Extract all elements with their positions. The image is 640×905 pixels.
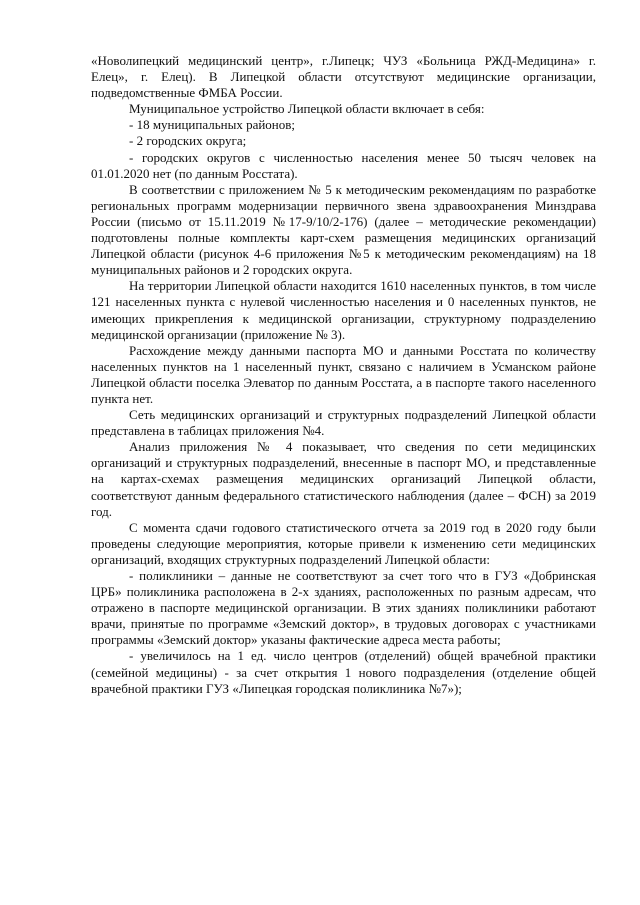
list-item-general-practice: - увеличилось на 1 ед. число центров (отделений) общей врачебной практики (семейной медицины) - за счет открытия 1 нового подразделения (отделение общей врачебной практики ГУЗ «Липецкая городская поликлиника №7»); [91,648,596,696]
paragraph-municipal-structure: Муниципальное устройство Липецкой области включает в себя: [129,101,485,117]
paragraph-changes-intro: С момента сдачи годового статистического отчета за 2019 год в 2020 году были проведены следующие мероприятия, которые привели к изменению сети медицинских организаций, входящих структурных подразделений Липецкой области: [91,519,596,567]
list-item-polyclinics: - поликлиники – данные не соответствуют за счет того что в ГУЗ «Добринская ЦРБ» поликлиника расположена в 2-х зданиях, расположенных по разным адресам, что отражено в паспорте медицинской организации. В этих зданиях поликлиники работают врачи, принятые по программе «Земский доктор», в трудовых договорах с участниками программы «Земский доктор» указаны фактические адреса места работы; [91,568,596,648]
paragraph-settlements: На территории Липецкой области находится 1610 населенных пунктов, в том числе 121 населенных пункта с нулевой численностью населения и 0 населенных пунктов, не имеющих прикрепления к медицинской организации, структурному подразделению медицинской организации (приложение № 3). [91,278,596,342]
paragraph-methodical-recommendations: В соответствии с приложением № 5 к методическим рекомендациям по разработке региональных программ модернизации первичного звена здравоохранения Минздрава России (письмо от 15.11.2019 №17-9/10/2-176) (далее – методические рекомендации) подготовлены полные комплекты карт-схем размещения медицинских организаций Липецкой области (рисунок 4-6 приложения №5 к методическим рекомендациям) на 18 муниципальных районов и 2 городских округа. [91,181,596,278]
paragraph-continuation: «Новолипецкий медицинский центр», г.Липецк; ЧУЗ «Больница РЖД-Медицина» г. Елец», г. Елец). В Липецкой области отсутствуют медицинские организации, подведомственные ФМБА России. [91,53,596,101]
document-body [91,53,596,697]
paragraph-analysis: Анализ приложения № 4 показывает, что сведения по сети медицинских организаций и структурных подразделений, внесенные в паспорт МО, и представленные на картах-схемах размещения медицинских организаций Липецкой области, соответствуют данным федерального статистического наблюдения (далее – ФСН) за 2019 год. [91,439,596,519]
list-item-districts: - 18 муниципальных районов; [129,117,296,133]
paragraph-discrepancy: Расхождение между данными паспорта МО и данными Росстата по количеству населенных пунктов на 1 населенный пункт, связано с наличием в Усманском районе Липецкой области поселка Элеватор по данным Росстата, а в паспорте такого населенного пункта нет. [91,342,596,406]
paragraph-network: Сеть медицинских организаций и структурных подразделений Липецкой области представлена в таблицах приложения №4. [91,407,596,439]
list-item-small-city-districts: - городских округов с численностью населения менее 50 тысяч человек на 01.01.2020 нет (по данным Росстата). [91,149,596,181]
list-item-city-districts: - 2 городских округа; [129,133,247,149]
